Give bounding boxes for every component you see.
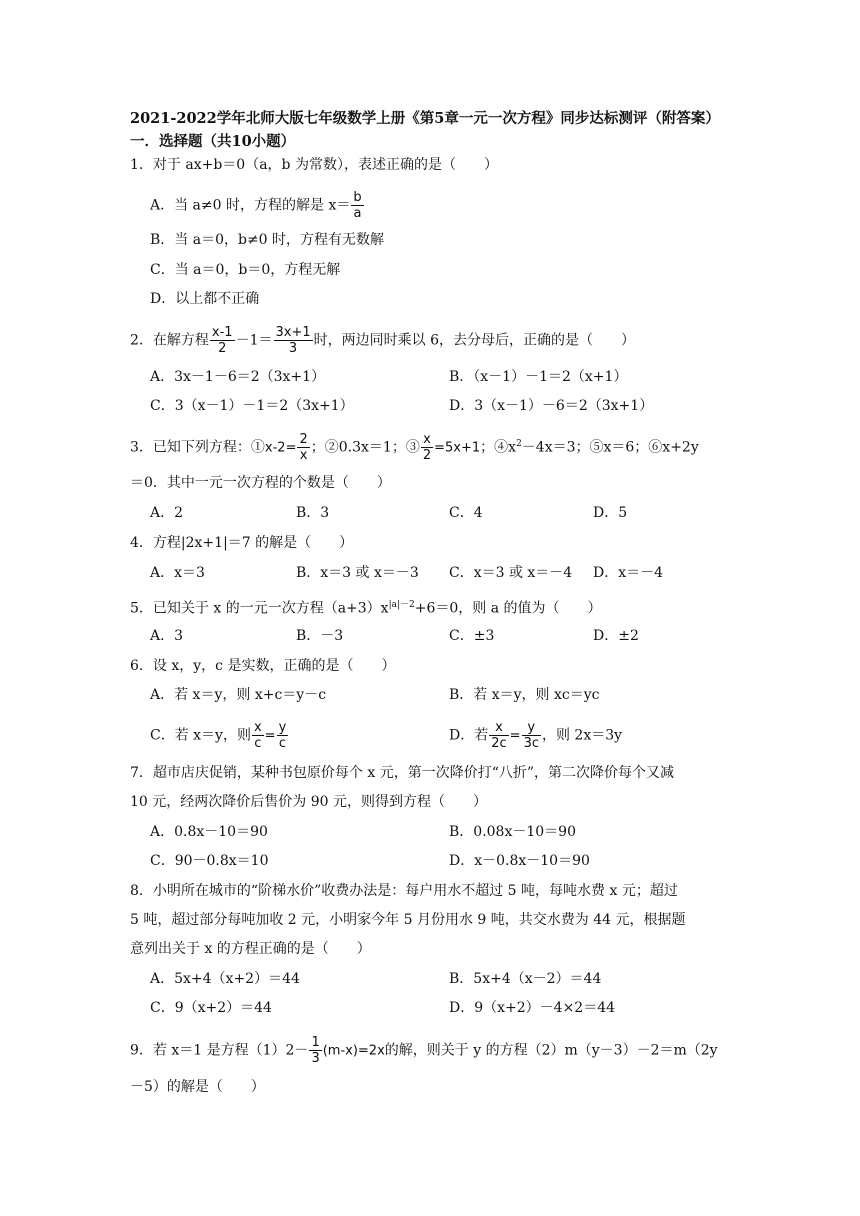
fraction-b-over-a: $\frac{b}{a}$: [353, 190, 362, 221]
question-3-stem-line-2: ＝0．其中一元一次方程的个数是（ ）: [130, 475, 391, 491]
question-7-stem: 7．超市店庆促销，某种书包原价每个 x 元，第一次降价打“八折”，第二次降价每个又减: [130, 765, 675, 781]
question-3-option-b: B．3: [296, 505, 330, 521]
question-6-option-c: C．若 x＝y，则 $\frac{x}{c}$ = $\frac{y}{c}$: [150, 720, 287, 751]
fraction-3x-plus-1-over-3: $\frac{3x+1}{3}$: [275, 325, 311, 356]
option-a-text: A．当 a≠0 时，方程的解是 x＝: [150, 197, 351, 214]
fraction-x-over-c: $\frac{x}{c}$: [253, 720, 262, 751]
question-9-stem-line-2: －5）的解是（ ）: [130, 1079, 265, 1095]
question-3-option-c: C．4: [449, 505, 483, 521]
question-6-stem: 6．设 x，y，c 是实数，正确的是（ ）: [130, 658, 396, 674]
question-7-option-d: D．x－0.8x－10＝90: [449, 853, 590, 869]
question-7-option-c: C．90－0.8x＝10: [150, 853, 269, 869]
section-heading: 一．选择题（共10小题）: [130, 133, 296, 150]
fraction-x-over-2: $\frac{x}{2}$: [422, 432, 432, 463]
question-5-option-a: A．3: [150, 628, 184, 644]
question-4-option-a: A．x＝3: [150, 565, 205, 581]
question-8-option-d: D．9（x+2）－4×2＝44: [449, 1000, 616, 1016]
fraction-2-over-x: $\frac{2}{x}$: [299, 432, 308, 463]
question-1-option-a: [150, 190, 365, 221]
question-7-option-b: B．0.08x－10＝90: [449, 824, 576, 840]
question-1-option-b: B．当 a＝0，b≠0 时，方程有无数解: [150, 232, 385, 248]
document-title: 2021-2022学年北师大版七年级数学上册《第5章一元一次方程》同步达标测评（附答案）: [130, 110, 720, 127]
question-4-option-b: B．x＝3 或 x＝－3: [296, 565, 419, 581]
question-3-option-a: A．2: [150, 505, 184, 521]
question-9-stem: 9．若 x＝1 是方程（1）2－ $\frac{1}{3}$ (m-x)=2x的解，则关于 y 的方程（2）m（y－3）－2＝m（2y: [130, 1035, 718, 1066]
question-8-stem-line-3: 意列出关于 x 的方程正确的是（ ）: [130, 941, 371, 957]
question-5-option-c: C．±3: [449, 628, 495, 644]
question-4-option-d: D．x＝－4: [593, 565, 664, 581]
question-2-option-d: D．3（x－1）－6＝2（3x+1）: [449, 398, 654, 414]
fraction-x-over-2c: $\frac{x}{2c}$: [491, 720, 507, 751]
fraction-x-minus-1-over-2: $\frac{x-1}{2}$: [211, 325, 233, 356]
question-2-option-a: A．3x－1－6＝2（3x+1）: [150, 369, 326, 385]
question-1-option-d: D．以上都不正确: [150, 291, 260, 307]
question-8-stem: 8．小明所在城市的“阶梯水价”收费办法是：每户用水不超过 5 吨，每吨水费 x 元；超过: [130, 883, 678, 899]
question-3-stem: 3．已知下列方程：①x-2= $\frac{2}{x}$ ；②0.3x＝1；③ $\frac{x}{2}$ =5x+1；$④x^2-4x=3$；⑤x＝6；⑥x+2y: [130, 432, 699, 463]
question-8-option-c: C．9（x+2）＝44: [150, 1000, 272, 1016]
question-2-option-c: C．3（x－1）－1＝2（3x+1）: [150, 398, 354, 414]
question-4-option-c: C．x＝3 或 x＝－4: [449, 565, 573, 581]
question-5-option-b: B．－3: [296, 628, 344, 644]
question-8-option-a: A．5x+4（x+2）＝44: [150, 971, 300, 987]
question-1-option-c: C．当 a＝0，b＝0，方程无解: [150, 262, 341, 278]
question-5-option-d: D．±2: [593, 628, 639, 644]
question-8-option-b: B．5x+4（x－2）＝44: [449, 971, 602, 987]
question-6-option-d: D．若 $\frac{x}{2c}$ = $\frac{y}{3c}$ ，则 2x＝3y: [449, 720, 623, 751]
fraction-1-over-3: $\frac{1}{3}$: [311, 1035, 320, 1066]
question-5-stem: 5．已知关于 x 的一元一次方程$(a+3)x^{|a|-2}+6=0$，则 a 的值为（ ）: [130, 600, 602, 617]
fraction-y-over-3c: $\frac{y}{3c}$: [523, 720, 539, 751]
question-2-option-b: B．（x－1）－1＝2（x+1）: [449, 369, 628, 385]
question-1-stem: 1．对于 ax+b＝0（a，b 为常数），表述正确的是（ ）: [130, 157, 498, 173]
question-6-option-a: A．若 x＝y，则 x+c＝y－c: [150, 687, 327, 703]
fraction-y-over-c: $\frac{y}{c}$: [278, 720, 287, 751]
question-4-stem: 4．方程|2x+1|＝7 的解是（ ）: [130, 535, 354, 551]
question-6-option-b: B．若 x＝y，则 xc＝yc: [449, 687, 600, 703]
question-3-option-d: D．5: [593, 505, 628, 521]
question-7-stem-line-2: 10 元，经两次降价后售价为 90 元，则得到方程（ ）: [130, 794, 487, 810]
question-8-stem-line-2: 5 吨，超过部分每吨加收 2 元，小明家今年 5 月份用水 9 吨，共交水费为 44 元，根据题: [130, 912, 686, 928]
question-7-option-a: A．0.8x－10＝90: [150, 824, 268, 840]
question-2-stem: 2．在解方程 $\frac{x-1}{2}$ －1＝ $\frac{3x+1}{3}$ 时，两边同时乘以 6，去分母后，正确的是（ ）: [130, 325, 635, 356]
